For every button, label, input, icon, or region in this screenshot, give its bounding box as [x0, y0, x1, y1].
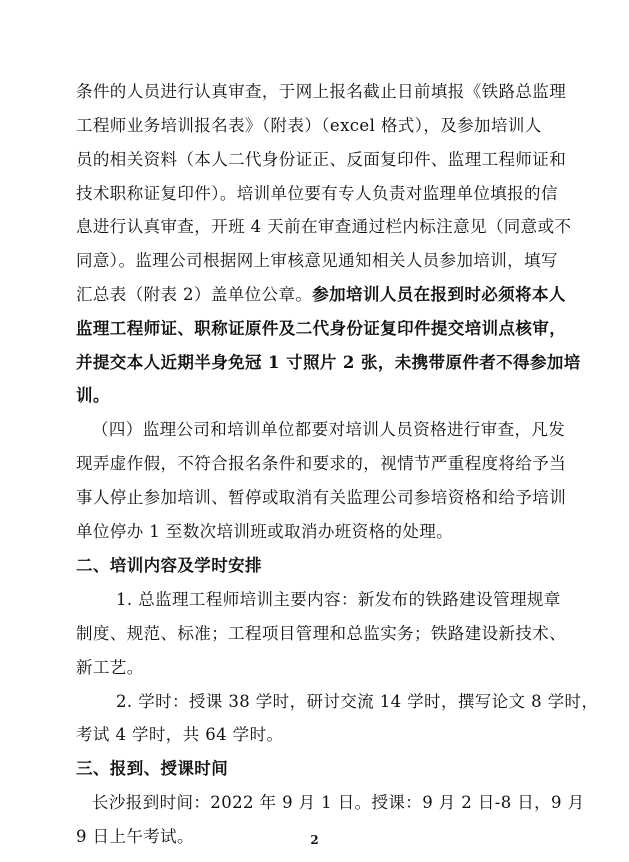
- bold-text-line: 监理工程师证、职称证原件及二代身份证复印件提交培训点核审，: [76, 319, 567, 338]
- text-line: 制度、规范、标准；工程项目管理和总监实务；铁路建设新技术、: [76, 624, 567, 643]
- text-line: 工程师业务培训报名表》（附表）（excel 格式），及参加培训人: [76, 116, 542, 135]
- text-line: （四）监理公司和培训单位都要对培训人员资格进行审查，凡发: [92, 420, 566, 439]
- text-line: 2. 学时：授课 38 学时，研讨交流 14 学时，撰写论文 8 学时，: [116, 692, 599, 711]
- text-line: 新工艺。: [76, 658, 144, 677]
- text-line: 长沙报到时间：2022 年 9 月 1 日。授课：9 月 2 日-8 日，9 月: [92, 793, 585, 812]
- text-line: 同意）。监理公司根据网上审核意见通知相关人员参加培训，填写: [76, 251, 558, 270]
- bold-text-line: 训。: [76, 386, 110, 405]
- text-line: 员的相关资料（本人二代身份证正、反面复印件、监理工程师证和: [76, 150, 567, 169]
- text-span: 汇总表（附表 2）盖单位公章。: [76, 285, 313, 304]
- text-line: 条件的人员进行认真审查，于网上报名截止日前填报《铁路总监理: [76, 82, 567, 101]
- text-line: 1. 总监理工程师培训主要内容：新发布的铁路建设管理规章: [116, 590, 561, 609]
- section-heading: 三、报到、授课时间: [76, 759, 229, 778]
- text-line: 考试 4 学时，共 64 学时。: [76, 725, 284, 744]
- bold-text-line: 并提交本人近期半身免冠 1 寸照片 2 张，未携带原件者不得参加培: [76, 353, 581, 372]
- text-line: 息进行认真审查，开班 4 天前在审查通过栏内标注意见（同意或不: [76, 217, 572, 236]
- text-line: 技术职称证复印件）。培训单位要有专人负责对监理单位填报的信: [76, 184, 558, 203]
- text-line: 9 日上午考试。: [76, 827, 194, 846]
- bold-text-span: 参加培训人员在报到时必须将本人: [312, 285, 566, 304]
- text-line: 现弄虚作假，不符合报名条件和要求的，视情节严重程度将给予当: [76, 454, 567, 473]
- section-heading: 二、培训内容及学时安排: [76, 556, 262, 575]
- text-line: 单位停办 1 至数次培训班或取消办班资格的处理。: [76, 522, 454, 541]
- page-number: 2: [310, 833, 319, 847]
- text-line-mixed: [76, 285, 566, 305]
- text-line: 事人停止参加培训、暂停或取消有关监理公司参培资格和给予培训: [76, 488, 567, 507]
